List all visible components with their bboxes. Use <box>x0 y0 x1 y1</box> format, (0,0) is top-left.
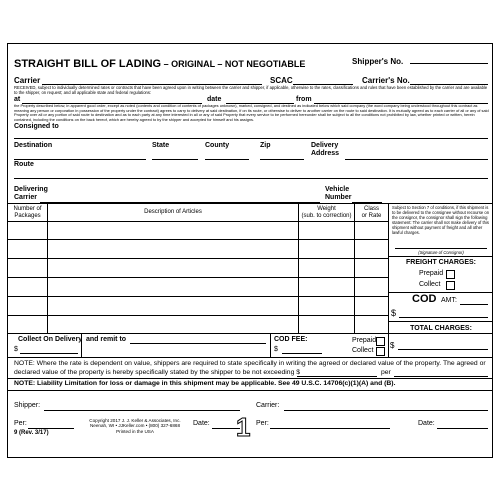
county-label: County <box>205 142 230 149</box>
state-label: State <box>152 142 170 149</box>
shipper-signature-field[interactable] <box>44 410 240 411</box>
collect-on-delivery-label: Collect On Delivery <box>18 336 83 343</box>
cod-fee-field[interactable] <box>282 353 322 354</box>
cod-row-bottom <box>7 357 493 358</box>
carrier-signature-field[interactable] <box>284 410 488 411</box>
cod-amount-field[interactable] <box>399 317 488 318</box>
collect-on-delivery-dollar: $ <box>14 346 18 353</box>
form-title: STRAIGHT BILL OF LADING – ORIGINAL – NOT NEGOTIABLE <box>14 58 306 70</box>
consignor-signature-label: (Signature of Consignor) <box>418 250 464 255</box>
note-liability-limitation: NOTE: Liability Limitation for loss or damage in this shipment may be applicable. See 49 U.S.C. 14706(c)(1)(A) and (B). <box>14 380 396 387</box>
copy-number: 1 <box>236 412 251 442</box>
cod-fee-dollar: $ <box>274 346 278 353</box>
cod-label: COD <box>412 293 437 305</box>
divider <box>7 390 493 391</box>
cod-fee-label: COD FEE: <box>274 336 308 343</box>
cod-prepaid-checkbox[interactable] <box>376 337 385 346</box>
divider <box>388 321 493 322</box>
carrier-per-label: Per: <box>256 420 269 427</box>
freight-collect-label: Collect <box>419 281 441 288</box>
table-top-border <box>7 203 493 204</box>
col-header-description: Description of Articles <box>144 209 202 215</box>
cod-dollar-sign: $ <box>391 308 397 318</box>
table-row <box>7 296 388 297</box>
cod-collect-checkbox[interactable] <box>376 347 385 356</box>
vehicle-number-label: Vehicle Number <box>325 186 352 201</box>
col-header-class: Class or Rate <box>361 206 382 219</box>
zip-label: Zip <box>260 142 271 149</box>
freight-prepaid-checkbox[interactable] <box>446 270 455 279</box>
county-field[interactable] <box>205 159 249 160</box>
copyright-block: Copyright 2017 J. J. Keller & Associates, Inc. Neenah, WI • JJKeller.com • (800) 327-6868 Printed in the USA <box>89 418 181 434</box>
col-header-weight: Weight (sub. to correction) <box>301 206 352 219</box>
table-row <box>7 277 388 278</box>
zip-field[interactable] <box>260 159 304 160</box>
cod-prepaid-label: Prepaid <box>352 337 377 344</box>
freight-prepaid-label: Prepaid <box>419 270 444 277</box>
col-divider-packages <box>47 203 48 333</box>
scac-label: SCAC <box>270 76 293 85</box>
carrier-signature-label: Carrier: <box>256 402 280 409</box>
declared-value-per-field[interactable] <box>394 376 488 377</box>
shipper-signature-label: Shipper: <box>14 402 41 409</box>
carrier-date-label: Date: <box>418 420 435 427</box>
delivering-carrier-label: Delivering Carrier <box>14 186 48 201</box>
collect-on-delivery-field[interactable] <box>20 353 78 354</box>
freight-collect-checkbox[interactable] <box>446 281 455 290</box>
note-declared-value-line1: NOTE: Where the rate is dependent on value, shippers are required to state specifically in writing the agreed or declared value of the property. The agreed or <box>14 360 486 367</box>
remit-to-label: and remit to <box>86 336 127 343</box>
consigned-to-field[interactable] <box>14 138 488 139</box>
route-field[interactable] <box>14 178 488 179</box>
at-label: at <box>14 96 21 103</box>
shippers-no-field[interactable] <box>410 63 488 64</box>
state-field[interactable] <box>152 159 198 160</box>
divider <box>388 256 493 257</box>
from-label: from <box>296 96 312 103</box>
form-subtitle: – ORIGINAL – NOT NEGOTIABLE <box>161 59 306 69</box>
shipper-date-label: Date: <box>193 420 210 427</box>
carrier-date-field[interactable] <box>437 428 488 429</box>
cod-collect-label: Collect <box>352 347 374 354</box>
col-divider-weight <box>354 203 355 333</box>
consigned-to-label: Consigned to <box>14 123 59 130</box>
col-divider-description <box>298 203 299 333</box>
form-number: 9 (Rev. 3/17) <box>14 430 49 436</box>
remit-to-field[interactable] <box>130 343 266 344</box>
table-row <box>7 315 388 316</box>
carriers-no-label: Carrier's No. <box>362 76 410 85</box>
note-declared-value-line2: declared value of the property is hereby specifically stated by the shipper to be not exceeding $ <box>14 369 301 376</box>
divider <box>7 378 493 379</box>
col-header-packages: Number of Packages <box>13 206 42 219</box>
destination-field[interactable] <box>14 159 146 160</box>
destination-label: Destination <box>14 142 53 149</box>
total-charges-label: TOTAL CHARGES: <box>410 325 472 332</box>
cod-amt-label: AMT: <box>441 297 457 304</box>
carrier-per-field[interactable] <box>270 428 390 429</box>
table-row <box>7 239 388 240</box>
total-charges-dollar: $ <box>390 341 395 350</box>
divider <box>388 292 493 293</box>
declared-value-per-label: per <box>381 369 391 376</box>
shipper-per-field[interactable] <box>28 428 74 429</box>
property-terms-text: the Property described below, in apparent good order, except as noted (contents and condition of contents of packages unknown), marked, consigned, and destined as indicated below which said company (the word company being understood throughout this contract as meaning any person or corporation in possession of the property under the contract) agrees to carry to delivery at said destination, if on its route, or otherwise to deliver to another carrier on the route to said destination. It is mutually agreed as to each carrier of all or any of said Property over all or any portion of said route to destination and as to each party at any time interested in all or any of said Property that every service to be performed hereunder shall be subject to all the conditions not prohibited by law, whether printed or written, herein contained, including the conditions on the back hereof, which are hereby agreed to by the shipper and accepted for himself and his assigns. <box>14 103 489 122</box>
declared-value-field[interactable] <box>297 376 377 377</box>
total-charges-field[interactable] <box>398 349 488 350</box>
shipper-per-label: Per: <box>14 420 27 427</box>
section7-text: Subject to Section 7 of conditions, if this shipment is to be delivered to the consignee without recourse on the consignor, the consignor shall sign the following statement: The carrier shall not make delivery of this shipment without payment of freight and all other lawful charges. <box>392 205 490 235</box>
delivery-address-label: Delivery Address <box>311 142 340 157</box>
freight-charges-label: FREIGHT CHARGES: <box>406 259 476 266</box>
carrier-label: Carrier <box>14 76 41 85</box>
table-bottom-border <box>7 333 493 334</box>
received-terms-text: RECEIVED, subject to individually determined rates or contracts that have been agreed upon in writing between the carrier and shipper, if applicable, otherwise to the rates, classifications and rules that have been established by the carrier and are available to the shipper, on request; and all applicable state and federal regulations: <box>14 85 488 95</box>
table-row <box>7 258 388 259</box>
cod-amt-field-top[interactable] <box>460 304 488 305</box>
route-label: Route <box>14 161 34 168</box>
table-header-bottom <box>7 221 388 222</box>
col-divider-remit <box>270 333 271 357</box>
delivery-address-field[interactable] <box>345 159 488 160</box>
shippers-no-label: Shipper's No. <box>352 57 404 66</box>
consignor-signature-field[interactable] <box>395 248 487 249</box>
date-label: date <box>207 96 222 103</box>
